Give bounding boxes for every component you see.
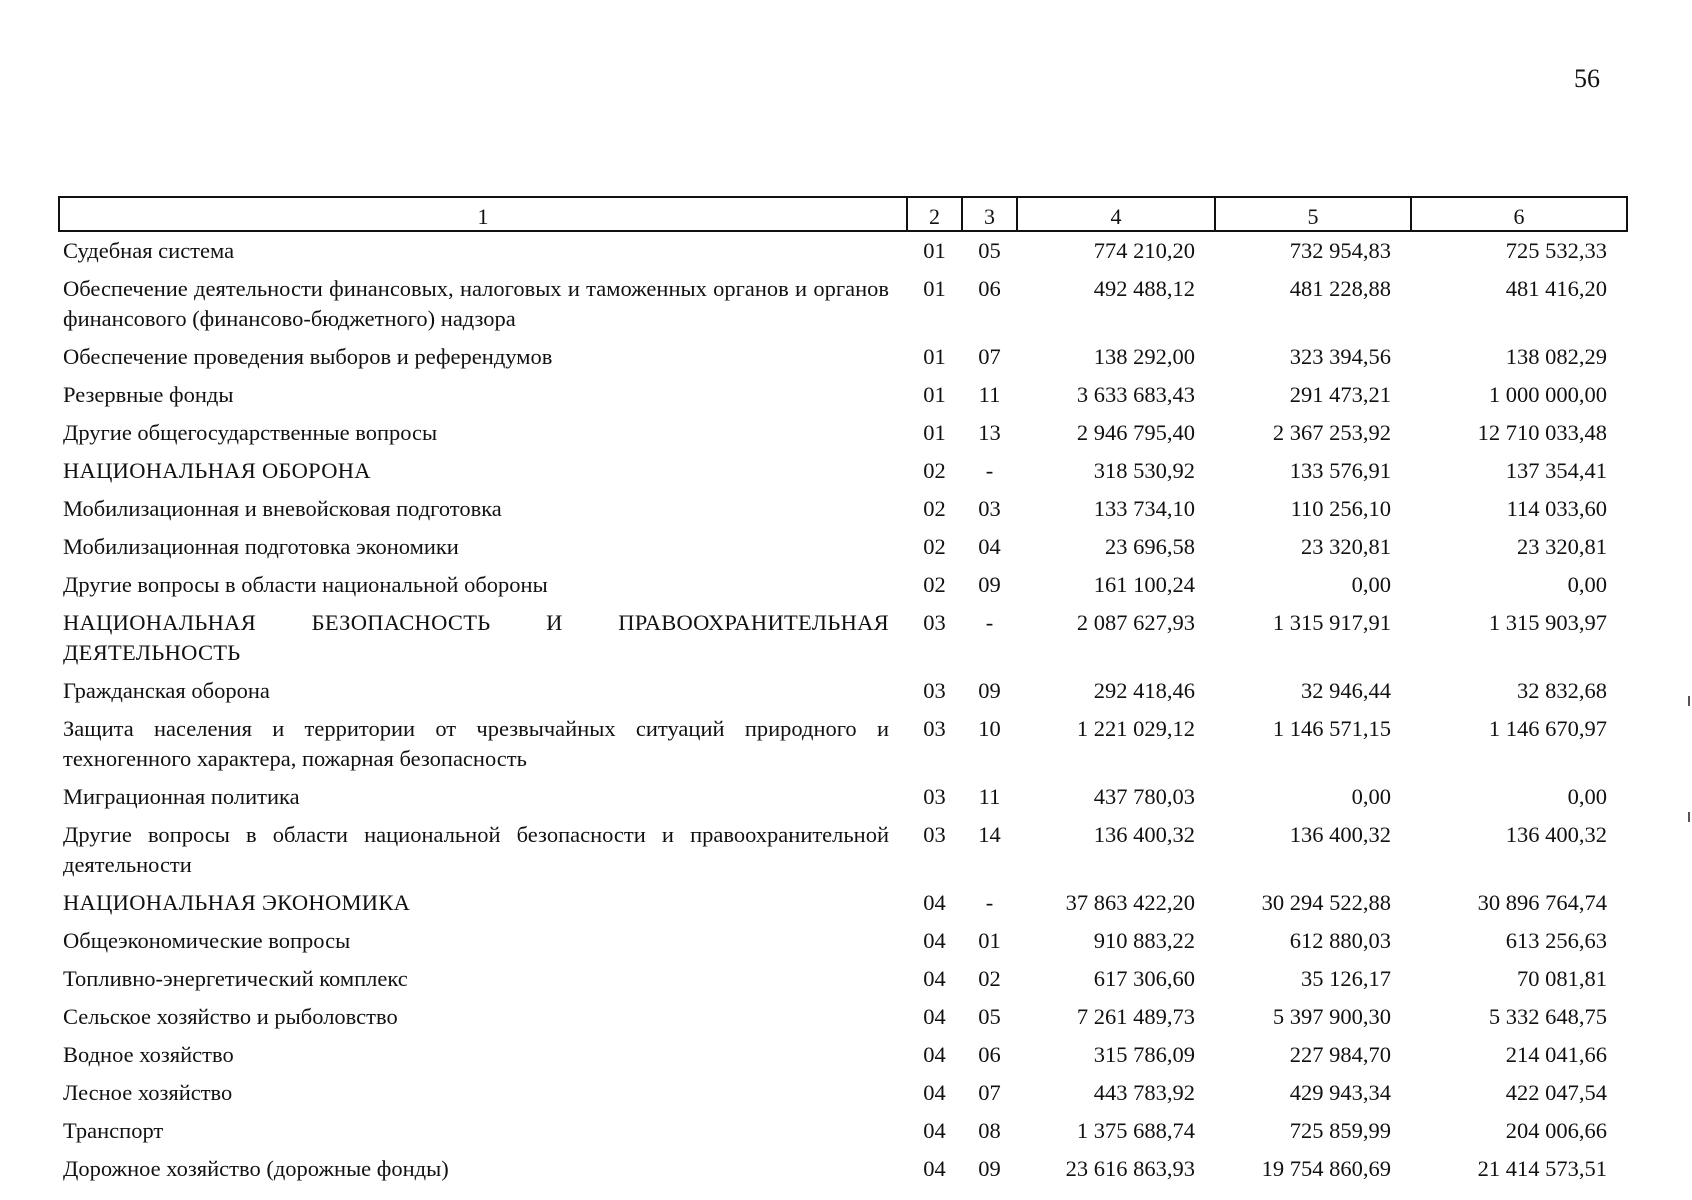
scan-mark [1688,812,1690,822]
row-value-col5: 227 984,70 [1289,1042,1391,1067]
row-name: Мобилизационная и вневойсковая подготовка [63,496,502,521]
row-name: Миграционная политика [63,784,300,809]
row-name: Другие вопросы в области национальной обороны [63,572,548,597]
row-section-code: 03 [923,610,946,635]
row-subsection-code: 11 [978,382,1001,407]
row-subsection-code: 09 [978,678,1001,703]
table-row [59,922,1627,960]
row-value-col6: 136 400,32 [1505,822,1607,847]
table-row [59,452,1627,490]
row-value-col4: 23 616 863,93 [1065,1156,1195,1181]
row-section-code: 01 [923,344,946,369]
row-name: НАЦИОНАЛЬНАЯ БЕЗОПАСНОСТЬ И ПРАВООХРАНИТЕЛЬНАЯ ДЕЯТЕЛЬНОСТЬ [63,610,889,665]
row-value-col4: 138 292,00 [1093,344,1195,369]
row-section-code: 04 [923,1042,946,1067]
row-value-col6: 0,00 [1567,784,1607,809]
row-name: Сельское хозяйство и рыболовство [63,1004,398,1029]
row-value-col5: 429 943,34 [1289,1080,1391,1105]
row-value-col5: 5 397 900,30 [1272,1004,1391,1029]
row-subsection-code: 06 [978,276,1001,301]
table-row [59,672,1627,710]
row-value-col5: 612 880,03 [1289,928,1391,953]
row-value-col4: 437 780,03 [1093,784,1195,809]
table-row [59,998,1627,1036]
row-subsection-code: 11 [978,784,1001,809]
row-subsection-code: 07 [978,1080,1001,1105]
row-value-col6: 21 414 573,51 [1477,1156,1607,1181]
row-value-col5: 19 754 860,69 [1261,1156,1391,1181]
row-name: Дорожное хозяйство (дорожные фонды) [63,1156,449,1181]
row-value-col6: 5 332 648,75 [1488,1004,1607,1029]
row-value-col4: 136 400,32 [1093,822,1195,847]
row-value-col5: 725 859,99 [1289,1118,1391,1143]
row-value-col6: 0,00 [1567,572,1607,597]
row-value-col6: 30 896 764,74 [1477,890,1607,915]
row-section-code: 01 [923,420,946,445]
row-value-col5: 110 256,10 [1290,496,1391,521]
row-value-col6: 114 033,60 [1506,496,1607,521]
table-header [59,197,1627,231]
row-subsection-code: 08 [978,1118,1001,1143]
row-subsection-code: - [985,610,994,635]
row-subsection-code: 01 [978,928,1001,953]
row-value-col5: 136 400,32 [1289,822,1391,847]
row-value-col6: 204 006,66 [1505,1118,1607,1143]
header-col-1: 1 [59,197,907,231]
table-body [59,231,1627,1188]
row-name: Водное хозяйство [63,1042,234,1067]
row-value-col6: 1 000 000,00 [1488,382,1607,407]
row-value-col4: 1 375 688,74 [1076,1118,1195,1143]
row-subsection-code: 04 [978,534,1001,559]
table-row [59,1150,1627,1188]
row-value-col5: 1 146 571,15 [1272,716,1391,741]
row-subsection-code: 10 [978,716,1001,741]
row-value-col6: 1 146 670,97 [1488,716,1607,741]
row-subsection-code: 02 [978,966,1001,991]
table-row [59,490,1627,528]
row-subsection-code: 09 [978,1156,1001,1181]
header-col-6: 6 [1411,197,1627,231]
row-value-col6: 725 532,33 [1505,238,1607,263]
row-value-col6: 613 256,63 [1505,928,1607,953]
table-row [59,528,1627,566]
row-value-col4: 7 261 489,73 [1076,1004,1195,1029]
row-value-col4: 910 883,22 [1093,928,1195,953]
row-value-col6: 70 081,81 [1517,966,1607,991]
row-subsection-code: 13 [978,420,1001,445]
row-value-col6: 422 047,54 [1505,1080,1607,1105]
scan-mark [1688,696,1690,706]
row-value-col4: 292 418,46 [1093,678,1195,703]
table-row [59,816,1627,884]
row-value-col4: 2 087 627,93 [1076,610,1195,635]
row-value-col5: 1 315 917,91 [1272,610,1391,635]
row-value-col5: 0,00 [1351,784,1391,809]
header-col-4: 4 [1017,197,1215,231]
row-name: Мобилизационная подготовка экономики [63,534,459,559]
row-value-col4: 774 210,20 [1093,238,1195,263]
row-value-col6: 32 832,68 [1517,678,1607,703]
row-value-col4: 37 863 422,20 [1065,890,1195,915]
row-value-col4: 23 696,58 [1105,534,1195,559]
row-subsection-code: - [985,890,994,915]
row-value-col4: 2 946 795,40 [1076,420,1195,445]
row-value-col4: 617 306,60 [1093,966,1195,991]
row-name: НАЦИОНАЛЬНАЯ ОБОРОНА [63,458,371,483]
row-subsection-code: 14 [978,822,1001,847]
row-name: Гражданская оборона [63,678,270,703]
table-row [59,376,1627,414]
row-subsection-code: - [985,458,994,483]
row-subsection-code: 09 [978,572,1001,597]
row-value-col5: 291 473,21 [1289,382,1391,407]
row-value-col6: 214 041,66 [1505,1042,1607,1067]
row-value-col5: 323 394,56 [1289,344,1391,369]
header-col-3: 3 [962,197,1017,231]
table-row [59,231,1627,270]
row-value-col4: 315 786,09 [1093,1042,1195,1067]
row-name: Обеспечение деятельности финансовых, налоговых и таможенных органов и органов финансового (финансово-бюджетного) надзора [63,276,889,331]
row-section-code: 04 [923,1080,946,1105]
row-section-code: 02 [923,572,946,597]
row-value-col5: 133 576,91 [1289,458,1391,483]
row-value-col5: 23 320,81 [1301,534,1391,559]
row-value-col6: 12 710 033,48 [1477,420,1607,445]
row-subsection-code: 05 [978,1004,1001,1029]
table-row [59,270,1627,338]
table-row [59,1112,1627,1150]
row-name: Резервные фонды [63,382,234,407]
row-value-col5: 30 294 522,88 [1261,890,1391,915]
row-name: Топливно-энергетический комплекс [63,966,408,991]
table-row [59,778,1627,816]
row-section-code: 01 [923,276,946,301]
row-value-col4: 161 100,24 [1093,572,1195,597]
row-value-col5: 2 367 253,92 [1272,420,1391,445]
row-value-col4: 318 530,92 [1093,458,1195,483]
row-section-code: 02 [923,496,946,521]
row-section-code: 02 [923,458,946,483]
table-row [59,338,1627,376]
row-value-col6: 138 082,29 [1505,344,1607,369]
header-col-5: 5 [1215,197,1411,231]
row-value-col6: 23 320,81 [1517,534,1607,559]
row-value-col5: 732 954,83 [1289,238,1391,263]
table-row [59,884,1627,922]
table-row [59,604,1627,672]
row-name: Обеспечение проведения выборов и референдумов [63,344,553,369]
row-section-code: 04 [923,1156,946,1181]
row-value-col4: 133 734,10 [1093,496,1195,521]
row-section-code: 04 [923,966,946,991]
row-subsection-code: 07 [978,344,1001,369]
row-value-col4: 1 221 029,12 [1076,716,1195,741]
table-row [59,414,1627,452]
row-section-code: 02 [923,534,946,559]
row-value-col6: 1 315 903,97 [1488,610,1607,635]
row-section-code: 03 [923,678,946,703]
row-name: НАЦИОНАЛЬНАЯ ЭКОНОМИКА [63,890,411,915]
row-name: Транспорт [63,1118,164,1143]
page-number: 56 [1574,64,1600,93]
row-name: Защита населения и территории от чрезвычайных ситуаций природного и техногенного характера, пожарная безопасность [63,716,889,771]
row-value-col5: 481 228,88 [1289,276,1391,301]
row-value-col5: 35 126,17 [1301,966,1391,991]
row-subsection-code: 05 [978,238,1001,263]
row-section-code: 04 [923,1004,946,1029]
row-value-col4: 492 488,12 [1093,276,1195,301]
row-subsection-code: 06 [978,1042,1001,1067]
row-value-col4: 3 633 683,43 [1076,382,1195,407]
row-section-code: 03 [923,716,946,741]
header-col-2: 2 [907,197,962,231]
row-value-col4: 443 783,92 [1093,1080,1195,1105]
table-row [59,1036,1627,1074]
row-value-col6: 137 354,41 [1505,458,1607,483]
row-name: Другие общегосударственные вопросы [63,420,438,445]
budget-table [58,196,1628,1188]
row-section-code: 03 [923,784,946,809]
row-section-code: 04 [923,928,946,953]
row-name: Другие вопросы в области национальной безопасности и правоохранительной деятельности [63,822,889,877]
row-name: Судебная система [63,238,235,263]
table-row [59,710,1627,778]
row-section-code: 04 [923,1118,946,1143]
table-row [59,960,1627,998]
table-row [59,1074,1627,1112]
row-section-code: 01 [923,238,946,263]
table-row [59,566,1627,604]
row-subsection-code: 03 [978,496,1001,521]
row-value-col6: 481 416,20 [1505,276,1607,301]
row-value-col5: 32 946,44 [1301,678,1391,703]
row-value-col5: 0,00 [1351,572,1391,597]
row-name: Общеэкономические вопросы [63,928,351,953]
row-section-code: 03 [923,822,946,847]
row-name: Лесное хозяйство [63,1080,233,1105]
row-section-code: 04 [923,890,946,915]
row-section-code: 01 [923,382,946,407]
